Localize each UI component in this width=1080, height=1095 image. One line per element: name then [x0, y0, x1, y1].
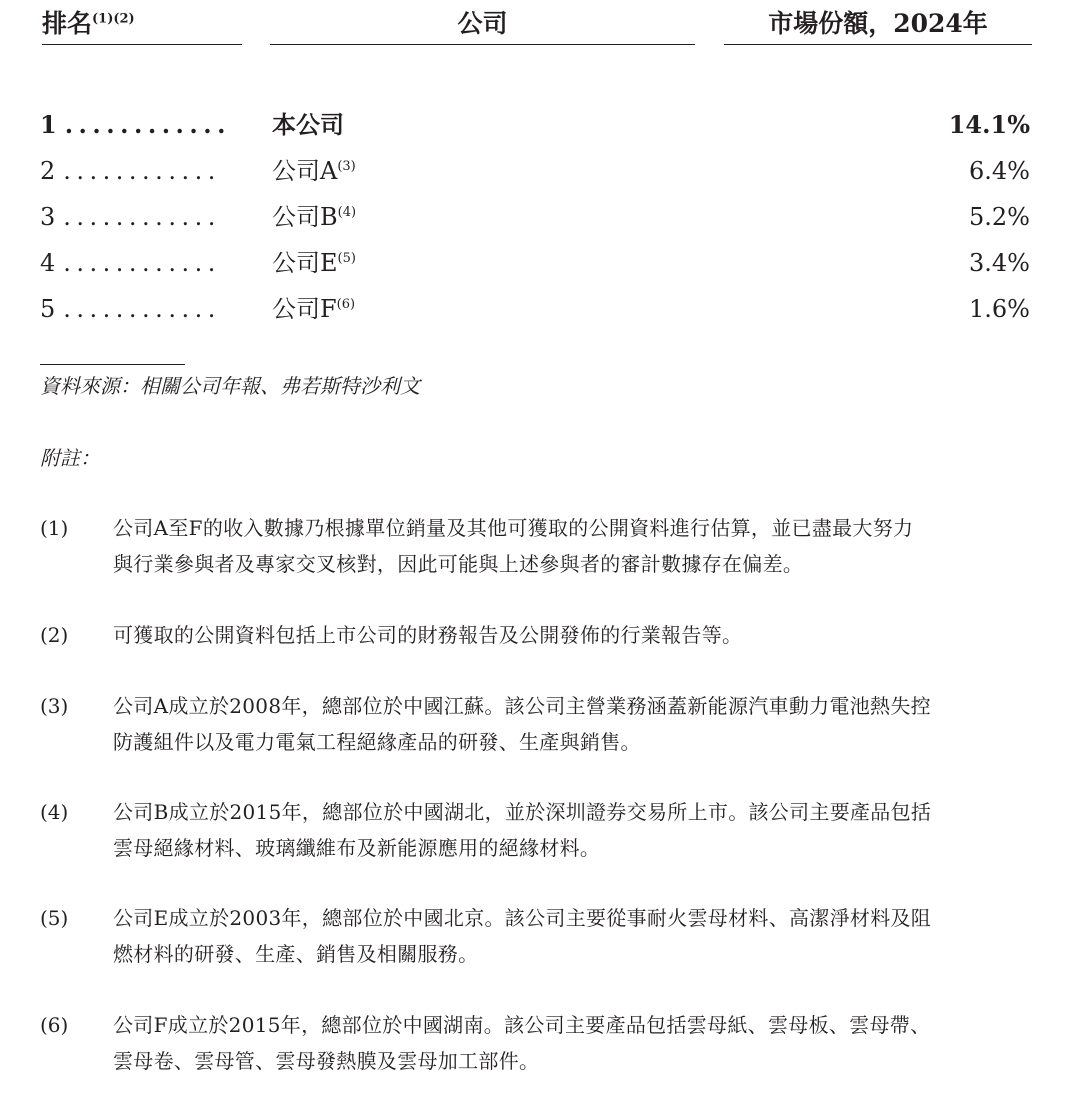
footnote-number: (1)	[40, 516, 69, 540]
share-cell: 14.1%	[948, 110, 1030, 139]
company-cell: 公司B$^{(4)}$	[272, 203, 357, 231]
table-row	[0, 243, 1080, 283]
share-cell: 1.6%	[969, 295, 1030, 323]
footnote-text: 公司A至F的收入數據乃根據單位銷量及其他可獲取的公開資料進行估算，並已盡最大努力 與行業參與者及專家交叉核對，因此可能與上述參與者的審計數據存在偏差。	[113, 516, 914, 576]
footnote-text: 公司F成立於2015年，總部位於中國湖南。該公司主要產品包括雲母紙、雲母板、雲母帶、 雲母卷、雲母管、雲母發熱膜及雲母加工部件。	[113, 1013, 931, 1073]
rank-cell: 1 ............	[40, 110, 231, 139]
source-text: 資料來源：相關公司年報、弗若斯特沙利文	[40, 374, 420, 398]
footnote-number: (6)	[40, 1013, 69, 1037]
table-row	[0, 289, 1080, 329]
rank-header-rule	[42, 44, 242, 45]
notes-title: 附註：	[40, 446, 100, 470]
company-cell: 公司A$^{(3)}$	[272, 157, 356, 185]
company-header-rule	[270, 44, 695, 45]
rank-cell: 4 ............	[40, 249, 221, 277]
table-row	[0, 197, 1080, 237]
footnote-number: (2)	[40, 623, 69, 647]
table-row	[0, 151, 1080, 191]
market-share-column-header: 市場份額，2024年	[768, 9, 988, 38]
share-header-rule	[724, 44, 1032, 45]
footnote-text: 公司A成立於2008年，總部位於中國江蘇。該公司主營業務涵蓋新能源汽車動力電池熱失控 防護組件以及電力電氣工程絕緣產品的研發、生產與銷售。	[113, 694, 931, 754]
rank-cell: 3 ............	[40, 203, 221, 231]
footnote-number: (5)	[40, 906, 69, 930]
rank-column-header	[42, 6, 242, 42]
footnote-number: (4)	[40, 800, 69, 824]
company-cell: 公司E$^{(5)}$	[272, 249, 356, 277]
share-cell: 5.2%	[969, 203, 1030, 231]
table-row	[0, 105, 1080, 145]
rank-cell: 5 ............	[40, 295, 221, 323]
footnote-text: 可獲取的公開資料包括上市公司的財務報告及公開發佈的行業報告等。	[113, 623, 743, 647]
source-divider	[40, 364, 185, 365]
rank-header-label: 排名	[42, 9, 93, 38]
company-cell: 公司F$^{(6)}$	[272, 295, 356, 323]
rank-header-refs: (1)(2)	[92, 11, 135, 27]
footnote-text: 公司B成立於2015年，總部位於中國湖北，並於深圳證券交易所上市。該公司主要產品包括 雲母絕緣材料、玻璃纖維布及新能源應用的絕緣材料。	[113, 800, 932, 860]
share-cell: 6.4%	[969, 157, 1030, 185]
company-column-header: 公司	[457, 9, 508, 38]
share-cell: 3.4%	[969, 249, 1030, 277]
company-cell: 本公司	[272, 110, 344, 139]
footnote-text: 公司E成立於2003年，總部位於中國北京。該公司主要從事耐火雲母材料、高潔淨材料及阻 燃材料的研發、生產、銷售及相關服務。	[113, 906, 932, 966]
rank-cell: 2 ............	[40, 157, 221, 185]
footnote-number: (3)	[40, 694, 69, 718]
